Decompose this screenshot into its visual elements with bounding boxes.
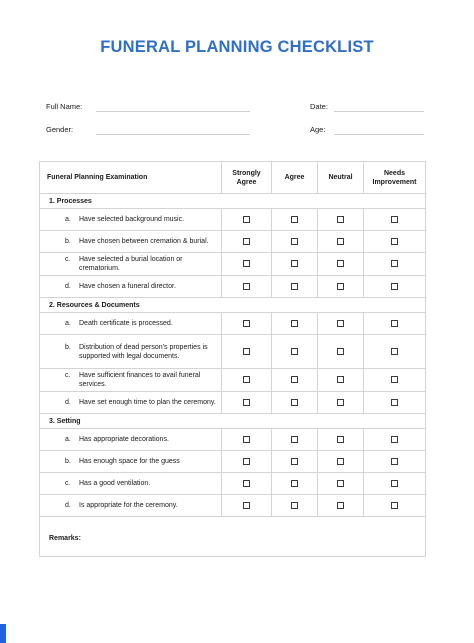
checkbox-strongly-agree[interactable] (243, 399, 250, 406)
header-agree: Agree (272, 162, 318, 194)
table-row (40, 209, 426, 231)
checkbox-neutral[interactable] (337, 436, 344, 443)
header-neutral: Neutral (318, 162, 364, 194)
cell-agree (272, 209, 318, 231)
table-row (40, 335, 426, 369)
checkbox-agree[interactable] (291, 480, 298, 487)
item-letter: c. (65, 480, 71, 487)
header-needs-improvement: Needs Improvement (364, 162, 426, 194)
item-text: Is appropriate for the ceremony. (79, 502, 178, 509)
cell-strongly-agree (222, 209, 272, 231)
table-row (40, 429, 426, 451)
section-row (40, 298, 426, 313)
checkbox-neutral[interactable] (337, 260, 344, 267)
checkbox-needs-improvement[interactable] (391, 320, 398, 327)
cell-neutral (318, 231, 364, 253)
cell-neutral (318, 335, 364, 369)
checkbox-agree[interactable] (291, 283, 298, 290)
table-row (40, 276, 426, 298)
item-letter: b. (65, 458, 71, 465)
checkbox-strongly-agree[interactable] (243, 260, 250, 267)
item-letter: c. (65, 256, 71, 263)
checklist-table (39, 161, 426, 557)
header-examination: Funeral Planning Examination (40, 162, 222, 194)
cell-strongly-agree (222, 335, 272, 369)
cell-neutral (318, 429, 364, 451)
item-cell (40, 495, 222, 517)
cell-needs-improvement (364, 392, 426, 414)
table-row (40, 392, 426, 414)
cell-needs-improvement (364, 369, 426, 392)
cell-needs-improvement (364, 429, 426, 451)
item-text: Have set enough time to plan the ceremony. (79, 399, 216, 406)
table-row (40, 313, 426, 335)
item-text: Have chosen a funeral director. (79, 283, 176, 290)
cell-neutral (318, 276, 364, 298)
table-header-row (40, 162, 426, 194)
checkbox-neutral[interactable] (337, 376, 344, 383)
cell-neutral (318, 392, 364, 414)
checkbox-strongly-agree[interactable] (243, 283, 250, 290)
cell-strongly-agree (222, 392, 272, 414)
cell-needs-improvement (364, 451, 426, 473)
checkbox-needs-improvement[interactable] (391, 399, 398, 406)
item-letter: d. (65, 399, 71, 406)
item-text: Have selected a burial location or crematorium. (79, 256, 183, 272)
cell-neutral (318, 369, 364, 392)
checkbox-neutral[interactable] (337, 238, 344, 245)
cell-strongly-agree (222, 313, 272, 335)
section-row (40, 414, 426, 429)
checkbox-agree[interactable] (291, 320, 298, 327)
gender-label: Gender: (46, 125, 74, 134)
checkbox-needs-improvement[interactable] (391, 376, 398, 383)
item-text: Has enough space for the guess (79, 458, 180, 465)
full-name-label: Full Name: (46, 102, 83, 111)
cell-neutral (318, 313, 364, 335)
cell-needs-improvement (364, 276, 426, 298)
item-letter: a. (65, 436, 71, 443)
item-letter: b. (65, 238, 71, 245)
checkbox-neutral[interactable] (337, 216, 344, 223)
date-label: Date: (310, 102, 328, 111)
checkbox-agree[interactable] (291, 216, 298, 223)
cell-neutral (318, 473, 364, 495)
cell-needs-improvement (364, 313, 426, 335)
cell-neutral (318, 451, 364, 473)
checkbox-strongly-agree[interactable] (243, 348, 250, 355)
checkbox-neutral[interactable] (337, 348, 344, 355)
cell-strongly-agree (222, 451, 272, 473)
checkbox-neutral[interactable] (337, 502, 344, 509)
table-row (40, 451, 426, 473)
header-strongly-agree: Strongly Agree (222, 162, 272, 194)
remarks-field[interactable] (40, 517, 426, 557)
cell-neutral (318, 495, 364, 517)
section-heading: 3. Setting (40, 414, 426, 429)
age-label: Age: (310, 125, 326, 134)
cell-agree (272, 429, 318, 451)
cell-strongly-agree (222, 429, 272, 451)
item-letter: a. (65, 216, 71, 223)
checkbox-needs-improvement[interactable] (391, 216, 398, 223)
checkbox-strongly-agree[interactable] (243, 320, 250, 327)
checkbox-agree[interactable] (291, 348, 298, 355)
cell-needs-improvement (364, 473, 426, 495)
checkbox-neutral[interactable] (337, 480, 344, 487)
item-cell (40, 276, 222, 298)
item-text: Has appropriate decorations. (79, 436, 169, 443)
cell-strongly-agree (222, 276, 272, 298)
checkbox-needs-improvement[interactable] (391, 238, 398, 245)
checkbox-agree[interactable] (291, 238, 298, 245)
checkbox-needs-improvement[interactable] (391, 458, 398, 465)
cell-strongly-agree (222, 253, 272, 276)
checkbox-strongly-agree[interactable] (243, 458, 250, 465)
item-cell (40, 335, 222, 369)
item-cell (40, 231, 222, 253)
checkbox-agree[interactable] (291, 376, 298, 383)
table-row (40, 495, 426, 517)
checkbox-neutral[interactable] (337, 399, 344, 406)
checkbox-agree[interactable] (291, 502, 298, 509)
item-letter: d. (65, 502, 71, 509)
table-row (40, 369, 426, 392)
item-text: Have selected background music. (79, 216, 185, 223)
checkbox-strongly-agree[interactable] (243, 436, 250, 443)
item-letter: d. (65, 283, 71, 290)
checkbox-agree[interactable] (291, 458, 298, 465)
section-heading: 2. Resources & Documents (40, 298, 426, 313)
cell-agree (272, 495, 318, 517)
checkbox-needs-improvement[interactable] (391, 348, 398, 355)
item-text: Have sufficient finances to avail funeral services. (79, 372, 201, 388)
item-cell (40, 253, 222, 276)
item-letter: a. (65, 320, 71, 327)
item-cell (40, 473, 222, 495)
item-text: Has a good ventilation. (79, 480, 151, 487)
checkbox-neutral[interactable] (337, 320, 344, 327)
corner-accent (0, 624, 6, 643)
checkbox-needs-improvement[interactable] (391, 283, 398, 290)
cell-agree (272, 276, 318, 298)
table-row (40, 231, 426, 253)
cell-needs-improvement (364, 335, 426, 369)
checkbox-neutral[interactable] (337, 283, 344, 290)
cell-needs-improvement (364, 253, 426, 276)
cell-agree (272, 369, 318, 392)
item-letter: b. (65, 343, 71, 351)
section-row (40, 194, 426, 209)
checkbox-needs-improvement[interactable] (391, 502, 398, 509)
item-text: Have chosen between cremation & burial. (79, 238, 209, 245)
checkbox-needs-improvement[interactable] (391, 436, 398, 443)
item-cell (40, 369, 222, 392)
cell-neutral (318, 209, 364, 231)
item-letter: c. (65, 372, 71, 379)
checkbox-agree[interactable] (291, 436, 298, 443)
item-cell (40, 209, 222, 231)
cell-agree (272, 392, 318, 414)
checkbox-agree[interactable] (291, 399, 298, 406)
cell-agree (272, 253, 318, 276)
item-cell (40, 429, 222, 451)
cell-needs-improvement (364, 231, 426, 253)
cell-strongly-agree (222, 231, 272, 253)
checkbox-strongly-agree[interactable] (243, 480, 250, 487)
cell-strongly-agree (222, 473, 272, 495)
remarks-label: Remarks: (49, 535, 81, 542)
item-text: Death certificate is processed. (79, 320, 173, 327)
cell-neutral (318, 253, 364, 276)
checkbox-needs-improvement[interactable] (391, 260, 398, 267)
checkbox-neutral[interactable] (337, 458, 344, 465)
checkbox-strongly-agree[interactable] (243, 238, 250, 245)
checkbox-strongly-agree[interactable] (243, 216, 250, 223)
checkbox-strongly-agree[interactable] (243, 376, 250, 383)
item-cell (40, 313, 222, 335)
table-row (40, 473, 426, 495)
cell-needs-improvement (364, 495, 426, 517)
cell-strongly-agree (222, 369, 272, 392)
cell-agree (272, 451, 318, 473)
section-heading: 1. Processes (40, 194, 426, 209)
cell-needs-improvement (364, 209, 426, 231)
cell-agree (272, 473, 318, 495)
table-row (40, 253, 426, 276)
cell-agree (272, 313, 318, 335)
item-cell (40, 451, 222, 473)
remarks-row (40, 517, 426, 557)
cell-agree (272, 335, 318, 369)
item-text: Distribution of dead person's properties is supported with legal documents. (79, 343, 208, 360)
checkbox-needs-improvement[interactable] (391, 480, 398, 487)
cell-strongly-agree (222, 495, 272, 517)
checkbox-agree[interactable] (291, 260, 298, 267)
cell-agree (272, 231, 318, 253)
checkbox-strongly-agree[interactable] (243, 502, 250, 509)
document-title: FUNERAL PLANNING CHECKLIST (100, 38, 374, 56)
item-cell (40, 392, 222, 414)
